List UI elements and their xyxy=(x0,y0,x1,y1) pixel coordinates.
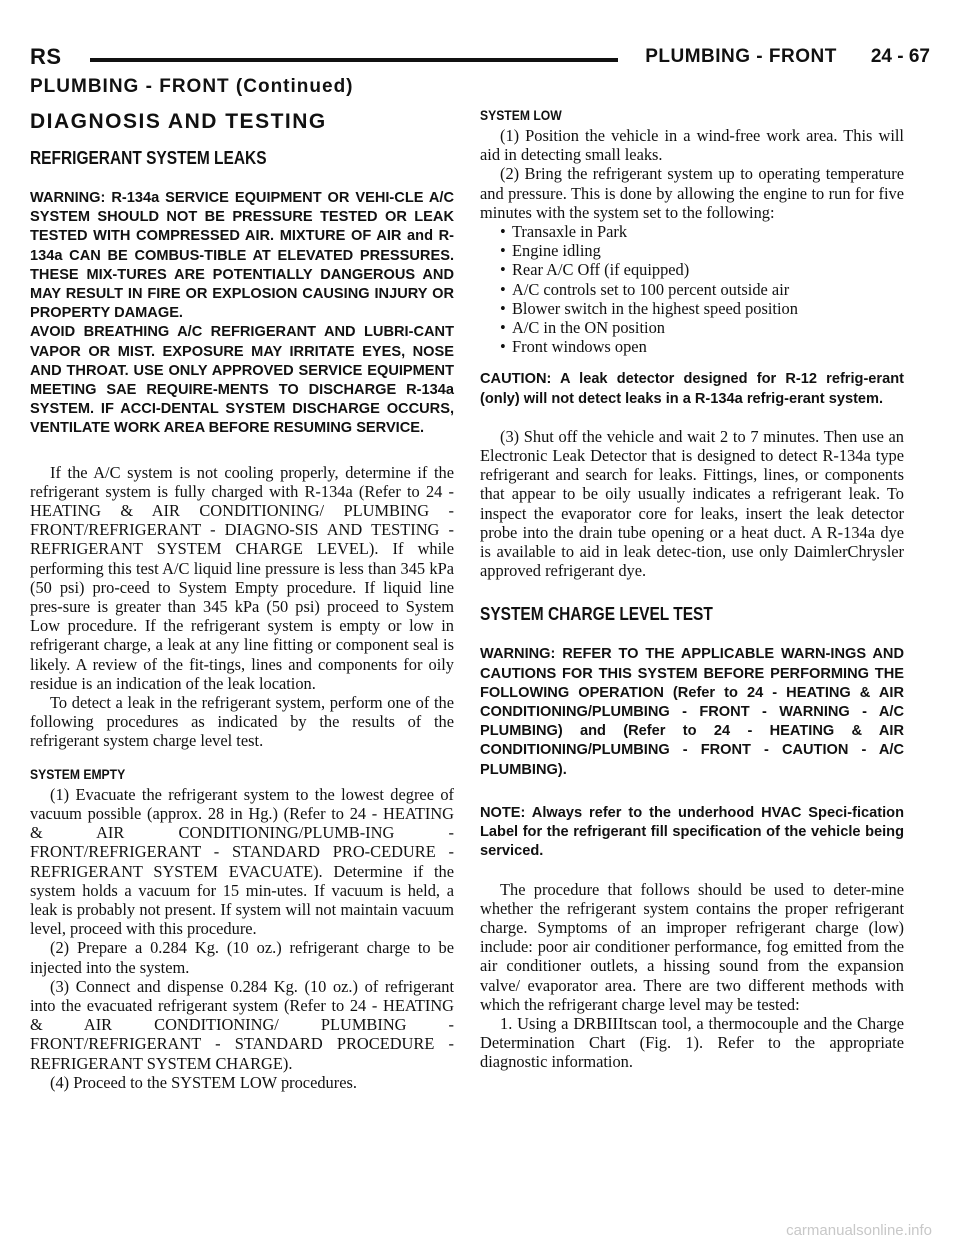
empty-step: (3) Connect and dispense 0.284 Kg. (10 oz.) of refrigerant into the evacuated refrigerant system (Refer to 24 - HEATING & AIR CONDITIONING/ PLUMBING - FRONT/REFRIGERANT - STANDARD PROCEDURE - REFRIGERANT SYSTEM CHARGE). xyxy=(30,976,454,1073)
low-step: (2) Bring the refrigerant system up to operating temperature and pressure. This is done by allowing the engine to run for five minutes with the system set to the following: xyxy=(480,164,904,222)
diagnosis-heading: DIAGNOSIS AND TESTING xyxy=(30,110,327,133)
list-item: • Engine idling xyxy=(500,241,904,260)
system-empty-heading: SYSTEM EMPTY xyxy=(30,766,126,782)
list-item: • Rear A/C Off (if equipped) xyxy=(500,260,904,279)
operating-conditions-list xyxy=(480,222,904,356)
header-manual-code: RS xyxy=(30,44,62,69)
header-section-title: PLUMBING - FRONT xyxy=(645,46,837,67)
list-item: • A/C in the ON position xyxy=(500,318,904,337)
right-column xyxy=(480,108,904,1072)
method-one: 1. Using a DRBIIItscan tool, a thermocouple and the Charge Determination Chart (Fig. 1). Refer to the appropriate diagnostic information. xyxy=(480,1013,904,1072)
empty-step: (4) Proceed to the SYSTEM LOW procedures. xyxy=(50,1072,357,1092)
watermark: carmanualsonline.info xyxy=(786,1222,932,1239)
warning-applicable: WARNING: REFER TO THE APPLICABLE WARN-INGS AND CAUTIONS FOR THIS SYSTEM BEFORE PERFORMING THE FOLLOWING OPERATION (Refer to 24 - HEATING & AIR CONDITIONING/PLUMBING - FRONT - WARNING - A/C PLUMBING) and (Refer to 24 - HEATING & AIR CONDITIONING/PLUMBING - FRONT - CAUTION - A/C PLUMBING). xyxy=(480,646,904,778)
leaks-heading: REFRIGERANT SYSTEM LEAKS xyxy=(30,148,267,168)
list-item: • A/C controls set to 100 percent outside air xyxy=(500,280,904,299)
paragraph-procedure: The procedure that follows should be used to deter-mine whether the refrigerant system contains the proper refrigerant charge. Symptoms of an improper refrigerant charge (low) include: poor air conditioner performance, fog emitted from the air conditioner outlets, a hissing sound from the expansion valve/ evaporator area. There are two different methods with which the refrigerant charge level may be tested: xyxy=(480,879,904,1014)
paragraph-not-cooling: If the A/C system is not cooling properly, determine if the refrigerant system is fully charged with R-134a (Refer to 24 - HEATING & AIR CONDITIONING/ PLUMBING - FRONT/REFRIGERANT - DIAGNO-SIS AND TESTING - REFRIGERANT SYSTEM CHARGE LEVEL). If while performing this test A/C liquid line pressure is less than 345 kPa (50 psi) pro-ceed to System Empty procedure. If liquid line pres-sure is greater than 345 kPa (50 psi) proceed to System Low procedure. If the refrigerant system is empty or low in refrigerant charge, a leak at any line fitting or component seal is likely. A review of the fit-tings, lines and components for oily residue is an indication of the leak location. xyxy=(30,462,454,693)
header-rule xyxy=(90,58,618,62)
header-right xyxy=(645,46,930,68)
left-column xyxy=(30,110,454,1092)
empty-step: (1) Evacuate the refrigerant system to the lowest degree of vacuum possible (approx. 28 in Hg.) (Refer to 24 - HEATING & AIR CONDITIONING/PLUMB-ING - FRONT/REFRIGERANT - STANDARD PRO-CEDURE - REFRIGERANT SYSTEM EVACUATE). Determine if the system holds a vacuum for 15 min-utes. If vacuum is held, a leak is probably not present. If system will not maintain vacuum level, proceed with this procedure. xyxy=(30,784,454,939)
page-header xyxy=(30,44,930,76)
list-item: • Blower switch in the highest speed position xyxy=(500,299,904,318)
empty-step: (2) Prepare a 0.284 Kg. (10 oz.) refrigerant charge to be injected into the system. xyxy=(30,938,454,977)
charge-level-heading: SYSTEM CHARGE LEVEL TEST xyxy=(480,604,713,625)
note-hvac-label: NOTE: Always refer to the underhood HVAC Speci-fication Label for the refrigerant fill specification of the vehicle being serviced. xyxy=(480,804,904,860)
low-step: (3) Shut off the vehicle and wait 2 to 7 minutes. Then use an Electronic Leak Detector that is designed to detect R-134a type refrigerant and search for leaks. Fittings, lines, or components that appear to be oily usually indicates a refrigerant leak. To inspect the evaporator core for leaks, insert the leak detector probe into the drain tube opening or a heat duct. A R-134a dye is available to aid in leak detec-tion, use only DaimlerChrysler approved refrigerant dye. xyxy=(480,426,904,581)
warning-breathing: AVOID BREATHING A/C REFRIGERANT AND LUBRI-CANT VAPOR OR MIST. EXPOSURE MAY IRRITATE EYES, NOSE AND THROAT. USE ONLY APPROVED SERVICE EQUIPMENT MEETING SAE REQUIRE-MENTS TO DISCHARGE R-134a SYSTEM. IF ACCI-DENTAL SYSTEM DISCHARGE OCCURS, VENTILATE WORK AREA BEFORE RESUMING SERVICE. xyxy=(30,324,454,437)
continued-title: PLUMBING - FRONT (Continued) xyxy=(30,76,354,97)
caution-r12-detector: CAUTION: A leak detector designed for R-12 refrig-erant (only) will not detect leaks in a R-134a refrig-erant system. xyxy=(480,371,904,407)
low-step: (1) Position the vehicle in a wind-free work area. This will aid in detecting small leaks. xyxy=(480,126,904,165)
list-item: • Front windows open xyxy=(500,337,904,356)
system-low-heading: SYSTEM LOW xyxy=(480,108,562,123)
paragraph-detect-leak: To detect a leak in the refrigerant system, perform one of the following procedures as indicated by the results of the refrigerant system charge level test. xyxy=(30,693,454,751)
header-page-number: 24 - 67 xyxy=(870,46,930,67)
list-item: • Transaxle in Park xyxy=(500,222,904,241)
warning-compressed-air: WARNING: R-134a SERVICE EQUIPMENT OR VEHI-CLE A/C SYSTEM SHOULD NOT BE PRESSURE TESTED OR LEAK TESTED WITH COMPRESSED AIR. MIXTURE OF AIR and R-134a CAN BE COMBUS-TIBLE AT ELEVATED PRESSURES. THESE MIX-TURES ARE POTENTIALLY DANGEROUS AND MAY RESULT IN FIRE OR EXPLOSION CAUSING INJURY OR PROPERTY DAMAGE. xyxy=(30,190,454,322)
